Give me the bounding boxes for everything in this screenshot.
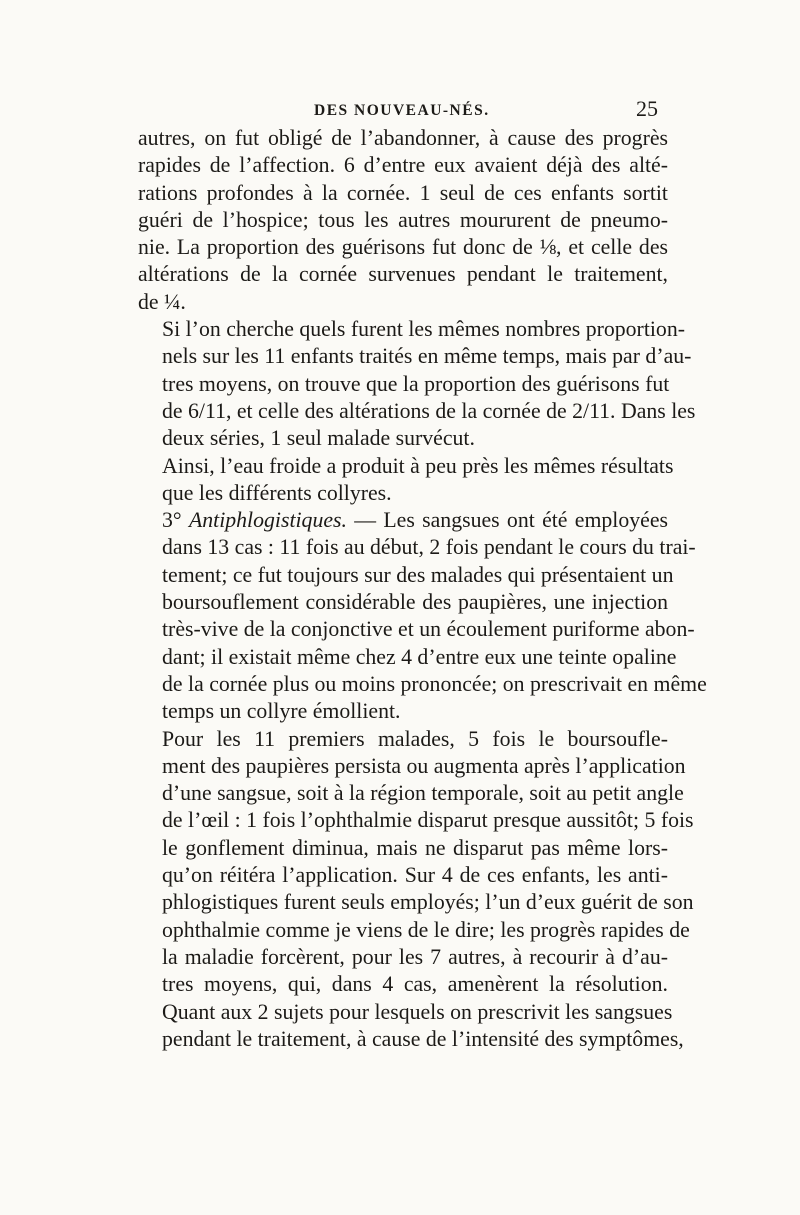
text-line: ophthalmie comme je viens de le dire; les progrès rapides de [162,917,690,942]
text-line: phlogistiques furent seuls employés; l’un d’eux guérit de son [162,890,694,915]
page-number: 25 [636,96,658,121]
text-line: pendant le traitement, à cause de l’intensité des symptômes, [162,1026,684,1051]
text-line: dant; il existait même chez 4 d’entre eux une teinte opaline [162,644,677,669]
running-head: DES NOUVEAU-NÉS. [314,102,490,119]
text-line: Pour les 11 premiers malades, 5 fois le boursoufle- [162,726,668,751]
text-line: dans 13 cas : 11 fois au début, 2 fois pendant le cours du trai- [162,535,696,560]
text-line: tement; ce fut toujours sur des malades qui présentaient un [162,562,674,587]
section-number: 3° [162,508,182,533]
text-line: que les différents collyres. [162,480,392,505]
text-line: rapides de l’affection. 6 d’entre eux avaient déjà des alté- [138,153,668,178]
text-line: autres, on fut obligé de l’abandonner, à cause des progrès [138,126,668,150]
text-line: tres moyens, on trouve que la proportion des guérisons fut [162,371,670,396]
text-line: le gonflement diminua, mais ne disparut pas même lors- [162,835,668,860]
paragraph-1 [138,125,668,316]
text-line: qu’on réitéra l’application. Sur 4 de ces enfants, les anti- [162,863,668,888]
text-line: de l’œil : 1 fois l’ophthalmie disparut presque aussitôt; 5 fois [162,808,694,833]
text-line: de la cornée plus ou moins prononcée; on prescrivait en même [162,671,707,696]
paragraph-4 [138,507,707,725]
page-header [138,96,658,126]
body-text [138,125,707,1053]
text-line: d’une sangsue, soit à la région temporale, soit au petit angle [162,781,684,806]
section-title: Antiphlogistiques. [188,508,347,533]
text-line: de ¼. [138,289,186,314]
text-line: de 6/11, et celle des altérations de la cornée de 2/11. Dans les [162,398,696,423]
text-line: guéri de l’hospice; tous les autres moururent de pneumo- [138,207,668,232]
text-line: rations profondes à la cornée. 1 seul de ces enfants sortit [138,180,668,205]
text-line: Quant aux 2 sujets pour lesquels on prescrivit les sangsues [162,999,673,1024]
paragraph-5 [138,726,694,1054]
text-line: tres moyens, qui, dans 4 cas, amenèrent la résolution. [162,972,668,997]
paragraph-2 [138,316,696,452]
text-line: la maladie forcèrent, pour les 7 autres, à recourir à d’au- [162,944,668,969]
text-line: ment des paupières persista ou augmenta après l’application [162,753,686,778]
text-line [138,507,668,534]
text-line: nie. La proportion des guérisons fut donc de ⅛, et celle des [138,235,668,260]
text-line: nels sur les 11 enfants traités en même temps, mais par d’au- [162,344,692,369]
text-line: Ainsi, l’eau froide a produit à peu près les mêmes résultats [162,453,674,478]
text-line: temps un collyre émollient. [162,699,401,724]
section-lead-text: — Les sangsues ont été employées [346,508,668,533]
paragraph-3 [138,453,674,508]
text-line: Si l’on cherche quels furent les mêmes nombres proportion- [162,317,685,342]
text-line: altérations de la cornée survenues pendant le traitement, [138,262,668,287]
text-line: boursouflement considérable des paupières, une injection [162,590,668,615]
text-line: très-vive de la conjonctive et un écoulement puriforme abon- [162,617,695,642]
text-line: deux séries, 1 seul malade survécut. [162,426,475,451]
